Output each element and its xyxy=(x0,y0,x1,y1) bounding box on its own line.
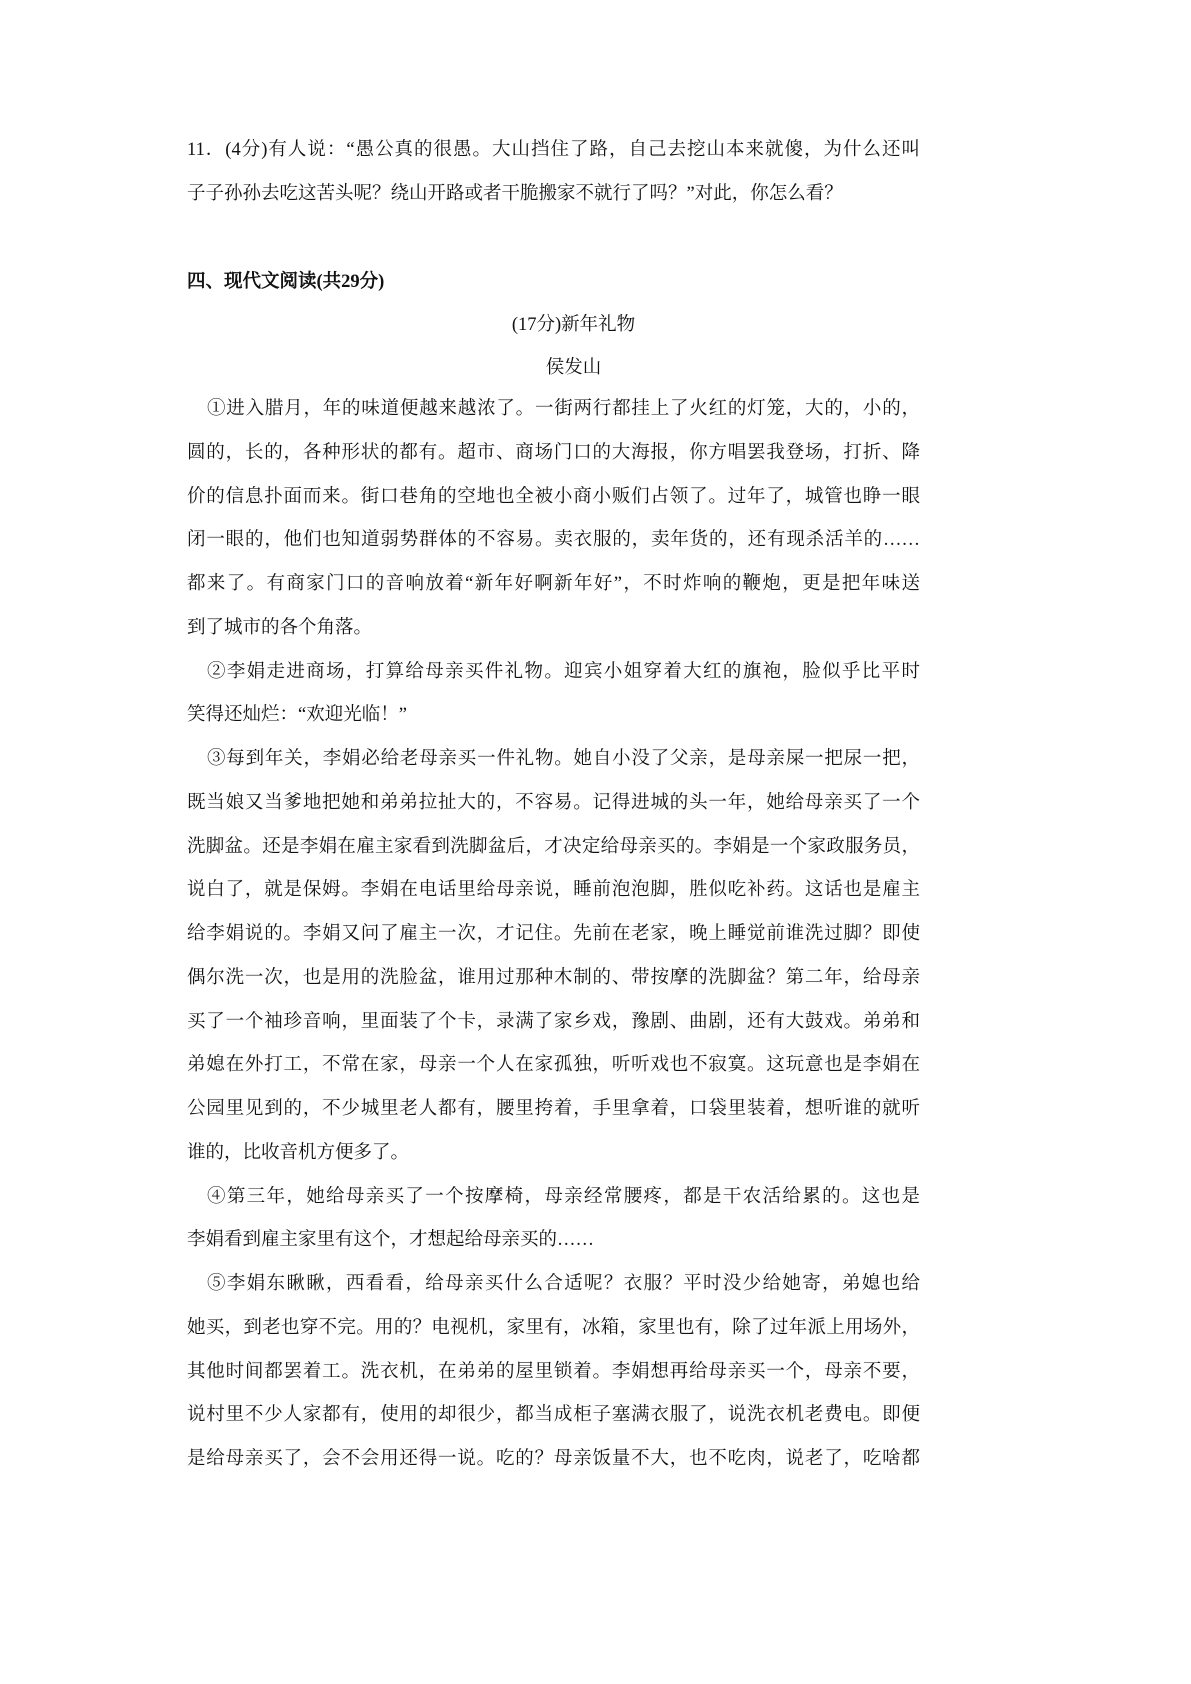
paragraph-5 xyxy=(187,1263,920,1482)
paragraph-line: 买了一个袖珍音响，里面装了个卡，录满了家乡戏，豫剧、曲剧，还有大鼓戏。弟弟和 xyxy=(187,1011,920,1032)
question-11 xyxy=(187,128,920,216)
paragraph-line: ③每到年关，李娟必给老母亲买一件礼物。她自小没了父亲，是母亲屎一把尿一把， xyxy=(207,749,920,769)
paragraph-line: 谁的，比收音机方便多了。 xyxy=(187,1142,410,1163)
paragraph-line: 圆的，长的，各种形状的都有。超市、商场门口的大海报，你方唱罢我登场，打折、降 xyxy=(187,442,920,463)
section-heading: 四、现代文阅读(共29分) xyxy=(187,272,385,292)
paragraph-line: 说白了，就是保姆。李娟在电话里给母亲说，睡前泡泡脚，胜似吃补药。这话也是雇主 xyxy=(187,880,920,901)
paragraph-line: 公园里见到的，不少城里老人都有，腰里挎着，手里拿着，口袋里装着，想听谁的就听 xyxy=(187,1099,920,1119)
paragraph-line: 给李娟说的。李娟又问了雇主一次，才记住。先前在老家，晚上睡觉前谁洗过脚？即使 xyxy=(187,924,920,944)
question-line: 子子孙孙去吃这苦头呢？绕山开路或者干脆搬家不就行了吗？”对此，你怎么看？ xyxy=(187,184,843,204)
paragraph-line: ①进入腊月，年的味道便越来越浓了。一街两行都挂上了火红的灯笼，大的，小的， xyxy=(207,399,920,419)
question-line: 11．(4分)有人说：“愚公真的很愚。大山挡住了路，自己去挖山本来就傻，为什么还叫 xyxy=(187,140,920,160)
paragraph-line: 既当娘又当爹地把她和弟弟拉扯大的，不容易。记得进城的头一年，她给母亲买了一个 xyxy=(187,792,920,813)
paragraph-line: ④第三年，她给母亲买了一个按摩椅，母亲经常腰疼，都是干农活给累的。这也是 xyxy=(207,1186,920,1207)
paragraph-line: 弟媳在外打工，不常在家，母亲一个人在家孤独，听听戏也不寂寞。这玩意也是李娟在 xyxy=(187,1055,920,1076)
paragraph-4 xyxy=(187,1176,920,1264)
paragraph-line: 偶尔洗一次，也是用的洗脸盆，谁用过那种木制的、带按摩的洗脚盆？第二年，给母亲 xyxy=(187,967,920,988)
paragraph-line: 闭一眼的，他们也知道弱势群体的不容易。卖衣服的，卖年货的，还有现杀活羊的…… xyxy=(187,530,920,551)
paragraph-line: 价的信息扑面而来。街口巷角的空地也全被小商小贩们占领了。过年了，城管也睁一眼 xyxy=(187,486,920,507)
paragraph-line: 李娟看到雇主家里有这个，才想起给母亲买的…… xyxy=(187,1230,595,1251)
article-author: 侯发山 xyxy=(545,358,602,378)
paragraph-line: 到了城市的各个角落。 xyxy=(187,617,373,638)
paragraph-line: 是给母亲买了，会不会用还得一说。吃的？母亲饭量不大，也不吃肉，说老了，吃啥都 xyxy=(187,1449,920,1469)
paragraph-line: 其他时间都罢着工。洗衣机，在弟弟的屋里锁着。李娟想再给母亲买一个，母亲不要， xyxy=(187,1361,920,1382)
paragraph-1 xyxy=(187,388,920,651)
paragraph-line: 她买，到老也穿不完。用的？电视机，家里有，冰箱，家里也有，除了过年派上用场外， xyxy=(187,1317,920,1338)
paragraph-2 xyxy=(187,651,920,739)
article-title: (17分)新年礼物 xyxy=(511,315,636,335)
paragraph-line: 洗脚盆。还是李娟在雇主家看到洗脚盆后，才决定给母亲买的。李娟是一个家政服务员， xyxy=(187,836,920,857)
paragraph-line: 都来了。有商家门口的音响放着“新年好啊新年好”，不时炸响的鞭炮，更是把年味送 xyxy=(187,574,920,594)
paragraph-line: 笑得还灿烂：“欢迎光临！” xyxy=(187,705,407,726)
paragraph-line: 说村里不少人家都有，使用的却很少，都当成柜子塞满衣服了，说洗衣机老费电。即便 xyxy=(187,1405,920,1426)
paragraph-3 xyxy=(187,738,920,1176)
paragraph-line: ⑤李娟东瞅瞅，西看看，给母亲买什么合适呢？衣服？平时没少给她寄，弟媳也给 xyxy=(207,1274,920,1294)
paragraph-line: ②李娟走进商场，打算给母亲买件礼物。迎宾小姐穿着大红的旗袍，脸似乎比平时 xyxy=(207,661,920,682)
article-body xyxy=(187,388,920,1482)
